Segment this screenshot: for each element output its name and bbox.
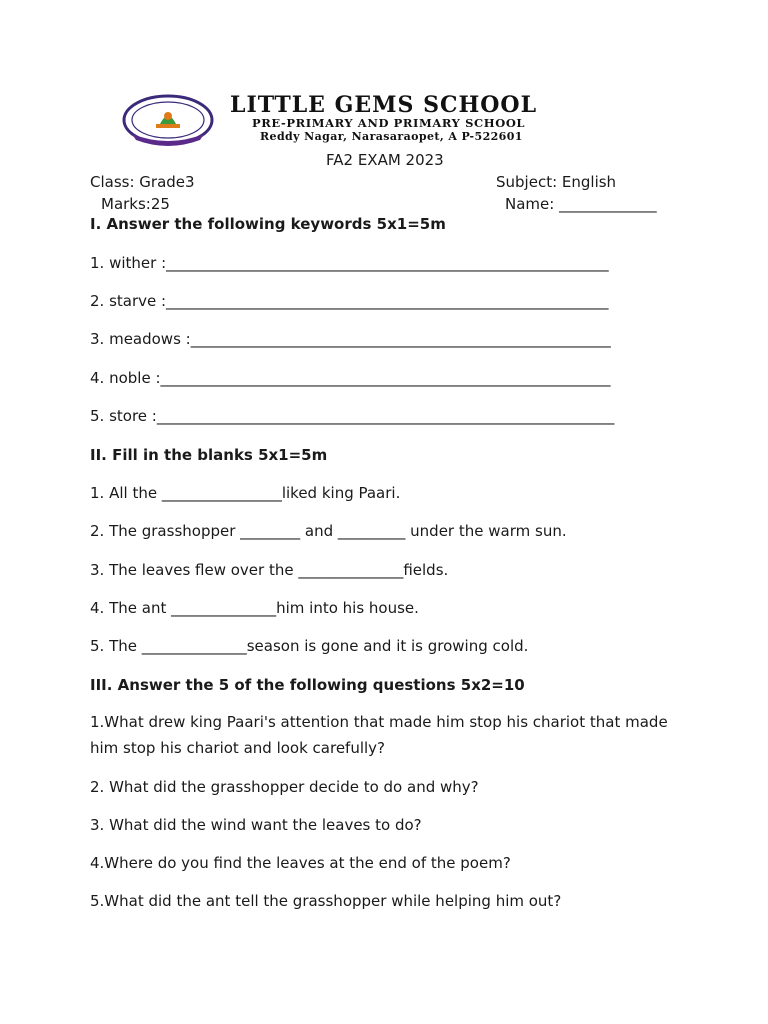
section-3-item: 2. What did the grasshopper decide to do and why? — [90, 778, 479, 796]
school-letterhead — [106, 92, 662, 150]
section-1-item: 2. starve :___________________________________________________________ — [90, 292, 609, 310]
school-address: Reddy Nagar, Narasaraopet, A P-522601 — [260, 130, 523, 143]
section-2-heading: II. Fill in the blanks 5x1=5m — [90, 446, 328, 464]
school-subtitle: PRE-PRIMARY AND PRIMARY SCHOOL — [252, 116, 526, 130]
section-3-heading: III. Answer the 5 of the following questions 5x2=10 — [90, 676, 525, 694]
section-2-item: 1. All the ________________liked king Paari. — [90, 484, 401, 502]
section-3-item: 5.What did the ant tell the grasshopper while helping him out? — [90, 892, 562, 910]
section-3-item: 3. What did the wind want the leaves to do? — [90, 816, 422, 834]
section-3-item: 1.What drew king Paari's attention that made him stop his chariot that made him stop his chariot and look carefully? — [90, 713, 668, 757]
school-name: LITTLE GEMS SCHOOL — [230, 92, 538, 118]
name-field: Name: _____________ — [505, 195, 657, 213]
section-1-item: 3. meadows :________________________________________________________ — [90, 330, 611, 348]
section-2-item: 3. The leaves flew over the ______________fields. — [90, 561, 449, 579]
section-2-item: 4. The ant ______________him into his house. — [90, 599, 419, 617]
section-2-item: 5. The ______________season is gone and it is growing cold. — [90, 637, 529, 655]
exam-title: FA2 EXAM 2023 — [326, 151, 444, 169]
section-1-item: 5. store :_____________________________________________________________ — [90, 407, 615, 425]
section-1-item: 4. noble :____________________________________________________________ — [90, 369, 611, 387]
class-label: Class: Grade3 — [90, 173, 195, 191]
section-1-item: 1. wither :___________________________________________________________ — [90, 254, 609, 272]
marks-label: Marks:25 — [101, 195, 170, 213]
school-logo — [120, 94, 216, 146]
section-1-heading: I. Answer the following keywords 5x1=5m — [90, 215, 446, 233]
section-3-item: 4.Where do you find the leaves at the end of the poem? — [90, 854, 511, 872]
subject-label: Subject: English — [496, 173, 617, 191]
section-2-item: 2. The grasshopper ________ and _________ under the warm sun. — [90, 522, 567, 540]
